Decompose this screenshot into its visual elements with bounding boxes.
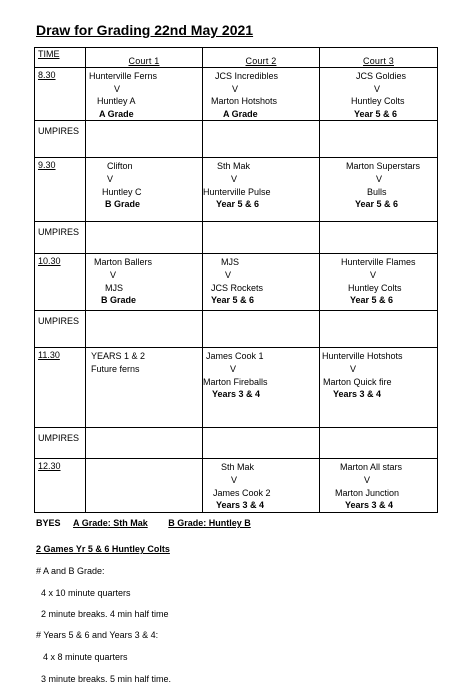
versus: V [110,269,117,280]
team-1: Hunterville Hotshots [322,351,403,362]
grade: Year 5 & 6 [354,108,398,119]
slot-row [35,158,438,222]
team-2: Hunterville Pulse [203,186,271,197]
note-line: 2 Games Yr 5 & 6 Huntley Colts [36,544,170,554]
match-cell [86,459,203,513]
grade: A Grade [223,108,258,119]
team-2: Huntley Colts [351,96,405,107]
umpires-label: UMPIRES [35,222,86,254]
match-cell [86,254,203,311]
grade: B Grade [105,199,141,210]
umpires-row [35,428,438,459]
versus: V [364,474,371,485]
match-cell [86,158,203,222]
note-line: 2 minute breaks. 4 min half time [41,609,169,619]
byes-line [36,518,251,528]
match-cell [320,158,438,222]
versus: V [225,269,232,280]
byes-label: BYES [36,518,61,528]
team-2: Marton Fireballs [203,376,268,387]
team-2: James Cook 2 [213,487,271,498]
team-1: Hunterville Ferns [89,71,158,81]
team-2: JCS Rockets [211,282,264,293]
team-2: Huntley A [97,96,136,107]
grade: Year 5 & 6 [216,199,260,210]
umpires-row [35,222,438,254]
time-cell: 12.30 [35,459,86,513]
team-1: Marton Ballers [94,257,153,268]
match-cell [203,254,320,311]
team-2: Bulls [367,186,387,197]
versus: V [231,474,238,485]
note-line: # A and B Grade: [36,566,105,576]
slot-row [35,254,438,311]
match-cell [86,68,203,121]
grade: B Grade [101,295,137,306]
slot-row [35,68,438,121]
umpires-label: UMPIRES [35,121,86,158]
team-1: JCS Incredibles [215,71,279,81]
team-1: James Cook 1 [206,351,264,362]
team-1: Clifton [107,161,133,172]
grade: Years 3 & 4 [212,389,261,400]
match-cell [203,158,320,222]
page-title: Draw for Grading 22nd May 2021 [36,22,254,38]
team-2: MJS [105,282,123,293]
match-cell [203,348,320,428]
team-1: Hunterville Flames [341,257,416,268]
court-2-header: Court 2 [203,48,320,68]
grade: Years 3 & 4 [216,500,265,511]
team-1: Sth Mak [217,161,251,172]
grade: Year 5 & 6 [350,295,394,306]
match-cell [320,348,438,428]
grade: Year 5 & 6 [355,199,399,210]
team-1: Sth Mak [221,462,255,473]
team-2 [86,376,202,389]
team-2: Huntley Colts [348,282,402,293]
time-cell: 10.30 [35,254,86,311]
grade: Years 3 & 4 [345,500,394,511]
versus: V [350,363,357,374]
byes-a-grade: A Grade: Sth Mak [73,518,148,528]
team-2: Marton Quick fire [323,376,392,387]
court-1-header: Court 1 [86,48,203,68]
match-cell [86,348,203,428]
slot-row [35,459,438,513]
note-line: 4 x 10 minute quarters [41,588,131,598]
grade: Year 5 & 6 [211,295,255,306]
versus: V [230,363,237,374]
team-1: YEARS 1 & 2 [91,351,146,362]
grade: Years 3 & 4 [333,389,382,400]
match-cell [320,254,438,311]
slot-row [35,348,438,428]
time-header: TIME [35,48,86,68]
byes-b-grade: B Grade: Huntley B [168,518,251,528]
umpires-row [35,121,438,158]
draw-table [34,47,438,513]
versus: V [231,173,238,184]
team-1: MJS [221,257,239,268]
court-3-header: Court 3 [320,48,438,68]
note-line: 4 x 8 minute quarters [43,652,128,662]
versus: V [107,173,114,184]
umpires-row [35,311,438,348]
time-cell: 8.30 [35,68,86,121]
team-2: Marton Hotshots [211,96,278,107]
team-2: Huntley C [102,186,142,197]
team-1: Marton Superstars [346,161,421,172]
team-1: Marton All stars [340,462,403,473]
match-cell [203,68,320,121]
time-cell: 11.30 [35,348,86,428]
versus: V [370,269,377,280]
team-1: JCS Goldies [356,71,407,81]
versus: V [232,83,239,94]
time-cell: 9.30 [35,158,86,222]
header-row [35,48,438,68]
note-line: 3 minute breaks. 5 min half time. [41,674,172,684]
match-cell [320,459,438,513]
versus: V [374,83,381,94]
note-line: # Years 5 & 6 and Years 3 & 4: [36,630,159,640]
versus: V [376,173,383,184]
match-cell [320,68,438,121]
match-cell [203,459,320,513]
grade: A Grade [99,108,134,119]
grade [86,388,202,401]
versus: Future ferns [91,363,140,374]
umpires-label: UMPIRES [35,428,86,459]
versus: V [114,83,121,94]
team-2: Marton Junction [335,487,400,498]
umpires-label: UMPIRES [35,311,86,348]
